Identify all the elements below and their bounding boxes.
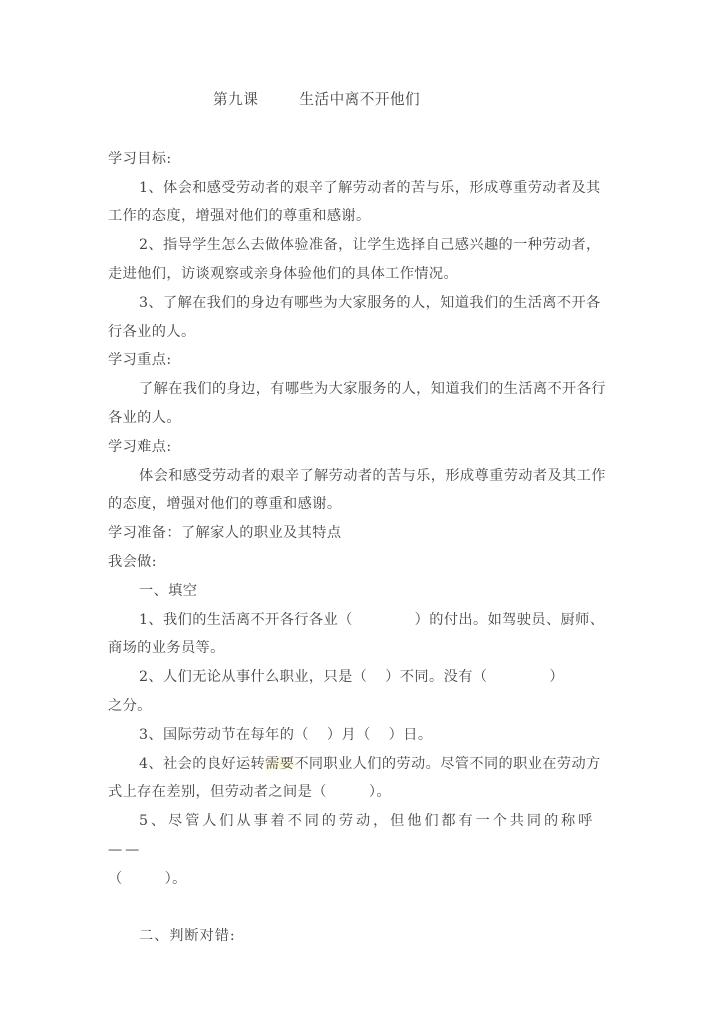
section-heading-key-points: 学习重点:	[108, 352, 172, 369]
document-body	[108, 86, 614, 951]
fill-blank-question-2-continued: 之分。	[108, 697, 152, 714]
exercise-two-heading	[108, 922, 614, 951]
question-2-text-a: 人们无论从事什么职业，只是（	[163, 669, 368, 686]
question-2-text-b: ）不同。没有（	[385, 669, 488, 686]
exercise-two-heading-text: 二、判断对错:	[139, 928, 236, 945]
question-2-number: 2、	[139, 669, 164, 686]
question-3-number: 3、	[139, 726, 164, 743]
question-5-text-a: 尽管人们从事着不同的劳动，但他们都有一个共同的称呼——	[108, 813, 596, 858]
difficulties-item-1-text: 体会和感受劳动者的艰辛了解劳动者的苦与乐，形成尊重劳动者及其工作的态度，增强对他们的尊重和感谢。	[108, 467, 606, 513]
exercise-one-heading-text: 一、填空	[139, 582, 198, 599]
question-4-text-c: ）。	[368, 784, 391, 801]
page-title: 第九课 生活中离不开他们	[213, 91, 421, 108]
question-3-text-c: ）日。	[388, 726, 433, 743]
fill-blank-question-3	[108, 721, 614, 750]
question-1-text-a: 我们的生活离不开各行各业（	[163, 611, 353, 628]
fill-blank-question-5	[108, 807, 614, 865]
objective-item-1	[108, 174, 614, 232]
objective-item-3	[108, 289, 614, 347]
section-preparation: 学习准备：了解家人的职业及其特点	[108, 525, 342, 542]
key-points-item-1-text: 了解在我们的身边，有哪些为大家服务的人，知道我们的生活离不开各行各业的人。	[108, 381, 606, 426]
question-1-text-b: ）的付出。如驾驶员、厨师、商场的业务员等。	[108, 611, 605, 657]
question-2-text-c: ）	[549, 669, 564, 686]
fill-blank-question-4	[108, 750, 614, 808]
key-points-item-1	[108, 375, 614, 433]
section-spacer	[108, 894, 614, 923]
section-heading-activity: 我会做:	[108, 553, 157, 570]
question-3-text-a: 国际劳动节在每年的（	[163, 726, 309, 743]
difficulties-item-1	[108, 462, 614, 520]
section-heading-difficulties: 学习难点:	[108, 438, 172, 455]
question-5-number: 5、	[139, 813, 169, 830]
fill-blank-question-5-continued	[108, 865, 614, 894]
objective-item-2	[108, 231, 614, 289]
question-5-text-c: ）。	[164, 870, 187, 887]
exercise-one-heading	[108, 577, 614, 606]
question-4-text-a: 社会的良好运转	[163, 755, 266, 772]
question-5-text-b: （	[108, 870, 123, 887]
objective-item-1-text: 1、体会和感受劳动者的艰辛了解劳动者的苦与乐，形成尊重劳动者及其工作的态度，增强对他们的尊重和感谢。	[108, 179, 601, 225]
section-heading-objectives: 学习目标:	[108, 150, 172, 167]
objective-item-3-text: 3、了解在我们的身边有哪些为大家服务的人，知道我们的生活离不开各行各业的人。	[108, 294, 601, 340]
question-4-number: 4、	[139, 755, 164, 772]
question-1-number: 1、	[139, 611, 164, 628]
objective-item-2-text: 2、指导学生怎么去做体验准备，让学生选择自己感兴趣的一种劳动者，走进他们，访谈观察或亲身体验他们的具体工作情况。	[108, 237, 601, 282]
question-4-text-b: 不同职业人们的劳动。尽管不同的职业在劳动方式上存在差别，但劳动者之间是（	[108, 755, 601, 801]
question-4-highlight: 需要	[265, 755, 295, 772]
fill-blank-question-2	[108, 663, 614, 692]
fill-blank-question-1	[108, 606, 614, 664]
question-3-text-b: ）月（	[326, 726, 371, 743]
